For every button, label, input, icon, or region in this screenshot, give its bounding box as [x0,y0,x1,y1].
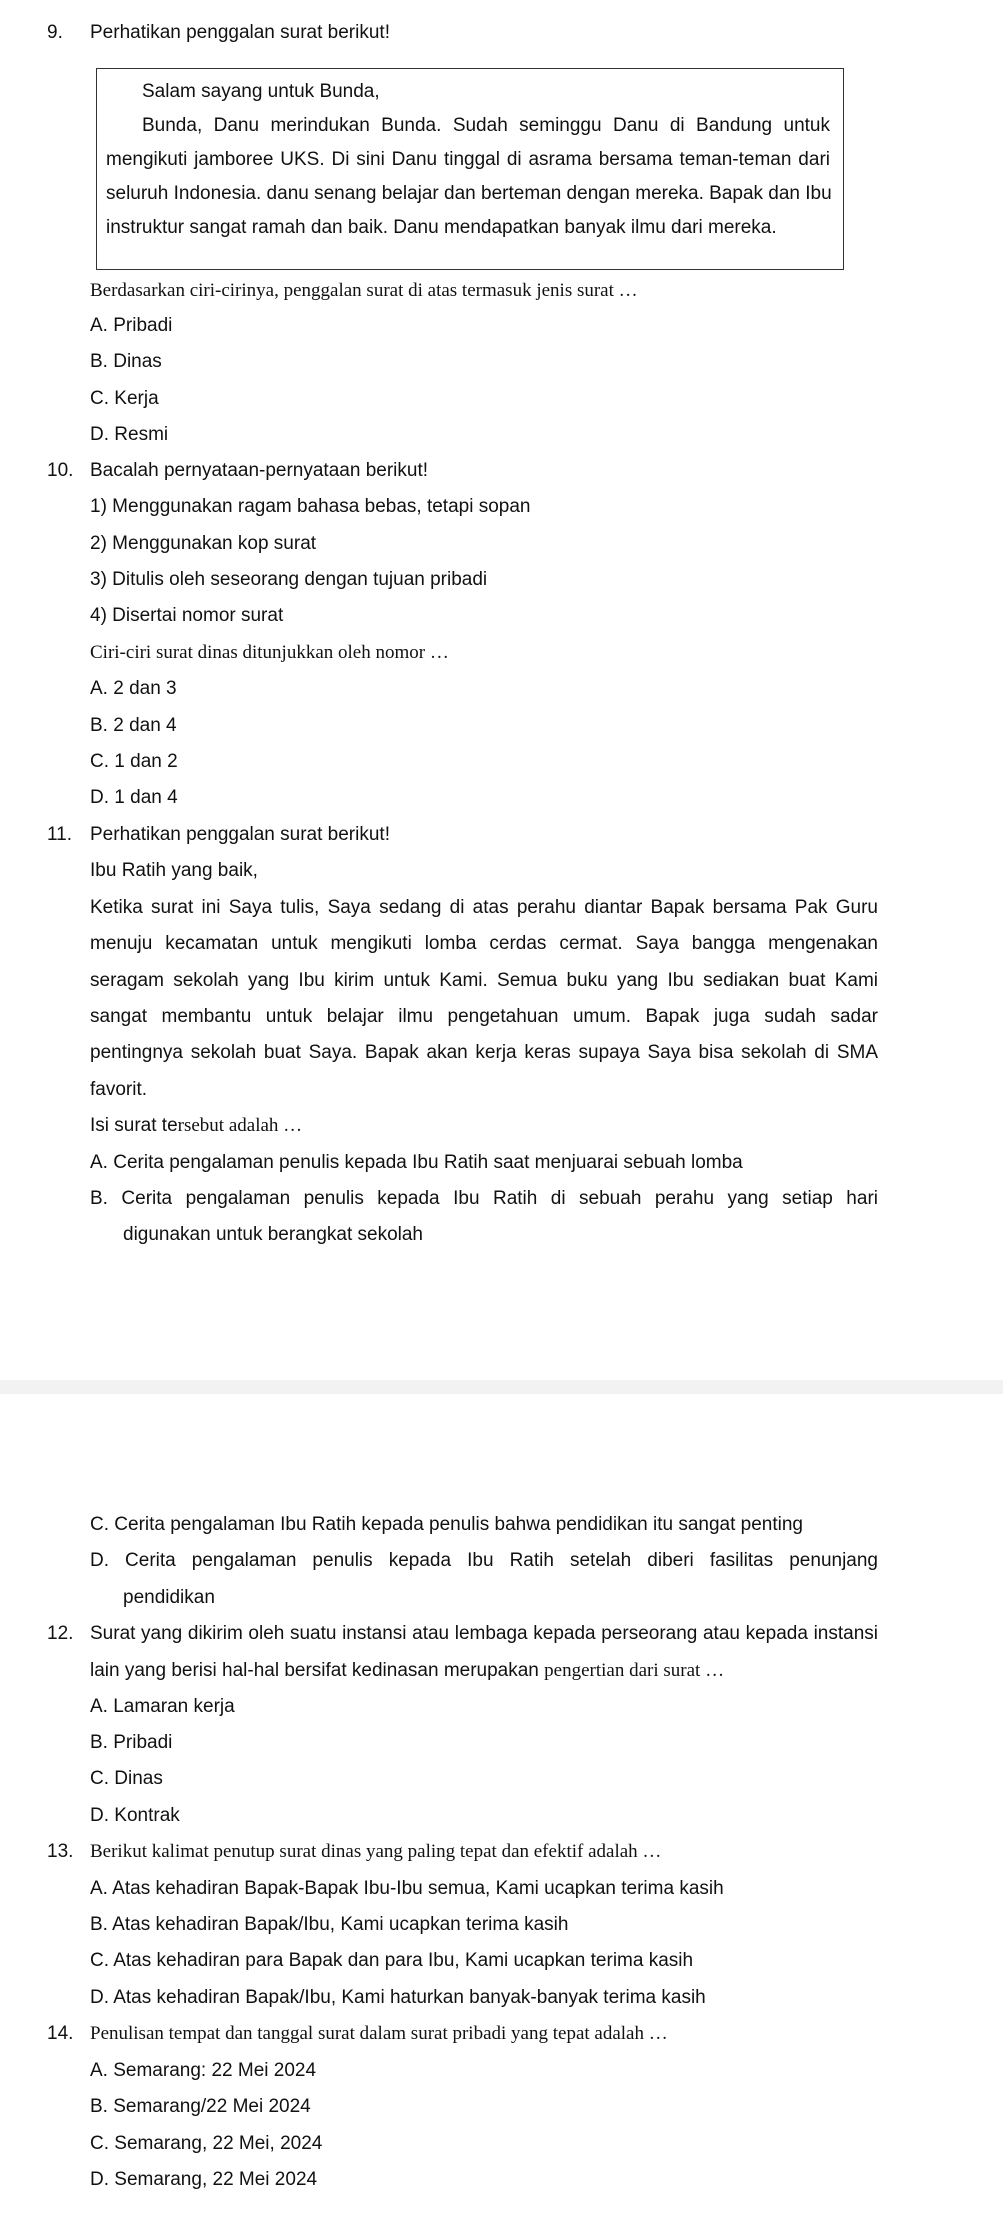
question-stem: Perhatikan penggalan surat berikut! [90,22,390,43]
option-b: B. Cerita pengalaman penulis kepada Ibu Ratih di sebuah perahu yang setiap hari [90,1188,878,1209]
letter-line: pentingnya sekolah buat Saya. Bapak akan kerja keras supaya Saya bisa sekolah di SMA [90,1042,878,1063]
question-stem: Perhatikan penggalan surat berikut! [90,824,390,845]
question-number: 11. [47,824,73,845]
letter-greeting: Salam sayang untuk Bunda, [142,81,380,102]
option-c: C. Cerita pengalaman Ibu Ratih kepada penulis bahwa pendidikan itu sangat penting [90,1514,803,1535]
question-stem: Surat yang dikirim oleh suatu instansi atau lembaga kepada perseorang atau kepada instansi [90,1623,878,1644]
page-separator [0,1380,1003,1394]
question-stem-part: pengertian dari surat … [544,1660,725,1681]
option-b: B. Atas kehadiran Bapak/Ibu, Kami ucapkan terima kasih [90,1914,569,1935]
option-d-continued: pendidikan [123,1587,215,1608]
option-d: D. Semarang, 22 Mei 2024 [90,2169,318,2190]
letter-line: Ketika surat ini Saya tulis, Saya sedang di atas perahu diantar Bapak bersama Pak Guru [90,897,878,918]
question-stem: Berikut kalimat penutup surat dinas yang paling tepat dan efektif adalah … [90,1841,662,1862]
option-c: C. Kerja [90,388,159,409]
letter-box [96,68,844,270]
letter-line: seragam sekolah yang Ibu kirim untuk Kami. Semua buku yang Ibu sediakan buat Kami [90,970,878,991]
question-text: Berdasarkan ciri-cirinya, penggalan surat di atas termasuk jenis surat … [90,280,638,301]
option-d: D. Atas kehadiran Bapak/Ibu, Kami haturkan banyak-banyak terima kasih [90,1987,706,2008]
letter-line: sangat membantu untuk belajar ilmu pengetahuan umum. Bapak juga sudah sadar [90,1006,878,1027]
statement-1: 1) Menggunakan ragam bahasa bebas, tetapi sopan [90,496,531,517]
option-d: D. 1 dan 4 [90,787,178,808]
letter-line: mengikuti jamboree UKS. Di sini Danu tinggal di asrama bersama teman-teman dari [106,149,830,170]
option-b: B. Pribadi [90,1732,173,1753]
page-2 [0,1394,1003,2214]
option-a: A. Lamaran kerja [90,1696,235,1717]
question-number: 9. [47,22,63,43]
letter-greeting: Ibu Ratih yang baik, [90,860,258,881]
question-text: Ciri-ciri surat dinas ditunjukkan oleh nomor … [90,642,449,663]
statement-4: 4) Disertai nomor surat [90,605,284,626]
option-c: C. 1 dan 2 [90,751,178,772]
option-a: A. Pribadi [90,315,173,336]
statement-2: 2) Menggunakan kop surat [90,533,317,554]
question-number: 12. [47,1623,74,1644]
option-a: A. Atas kehadiran Bapak-Bapak Ibu-Ibu semua, Kami ucapkan terima kasih [90,1878,724,1899]
option-b: B. 2 dan 4 [90,715,177,736]
question-stem: Bacalah pernyataan-pernyataan berikut! [90,460,429,481]
option-d: D. Kontrak [90,1805,180,1826]
option-d: D. Resmi [90,424,169,445]
question-stem-continued [90,1660,724,1682]
question-stem-part: lain yang berisi hal-hal bersifat kedinasan merupakan [90,1660,545,1681]
option-d: D. Cerita pengalaman penulis kepada Ibu Ratih setelah diberi fasilitas penunjang [90,1550,878,1571]
option-b-continued: digunakan untuk berangkat sekolah [123,1224,424,1245]
letter-line: instruktur sangat ramah dan baik. Danu mendapatkan banyak ilmu dari mereka. [106,217,777,238]
question-stem: Penulisan tempat dan tanggal surat dalam surat pribadi yang tepat adalah … [90,2023,668,2044]
option-a: A. Cerita pengalaman penulis kepada Ibu Ratih saat menjuarai sebuah lomba [90,1152,743,1173]
letter-line: menuju kecamatan untuk mengikuti lomba cerdas cermat. Saya bangga mengenakan [90,933,878,954]
letter-line: Bunda, Danu merindukan Bunda. Sudah seminggu Danu di Bandung untuk [142,115,830,136]
question-number: 13. [47,1841,74,1862]
option-c: C. Semarang, 22 Mei, 2024 [90,2133,323,2154]
statement-3: 3) Ditulis oleh seseorang dengan tujuan pribadi [90,569,488,590]
option-c: C. Atas kehadiran para Bapak dan para Ibu, Kami ucapkan terima kasih [90,1950,694,1971]
question-text [90,1115,302,1137]
question-text-part: rsebut adalah … [177,1115,303,1136]
question-number: 14. [47,2023,74,2044]
option-c: C. Dinas [90,1768,163,1789]
question-text-part: Isi surat te [90,1115,178,1136]
option-a: A. 2 dan 3 [90,678,177,699]
option-a: A. Semarang: 22 Mei 2024 [90,2060,317,2081]
question-number: 10. [47,460,74,481]
option-b: B. Dinas [90,351,162,372]
option-b: B. Semarang/22 Mei 2024 [90,2096,311,2117]
letter-line: seluruh Indonesia. danu senang belajar dan berteman dengan mereka. Bapak dan Ibu [106,183,832,204]
letter-line: favorit. [90,1079,148,1100]
